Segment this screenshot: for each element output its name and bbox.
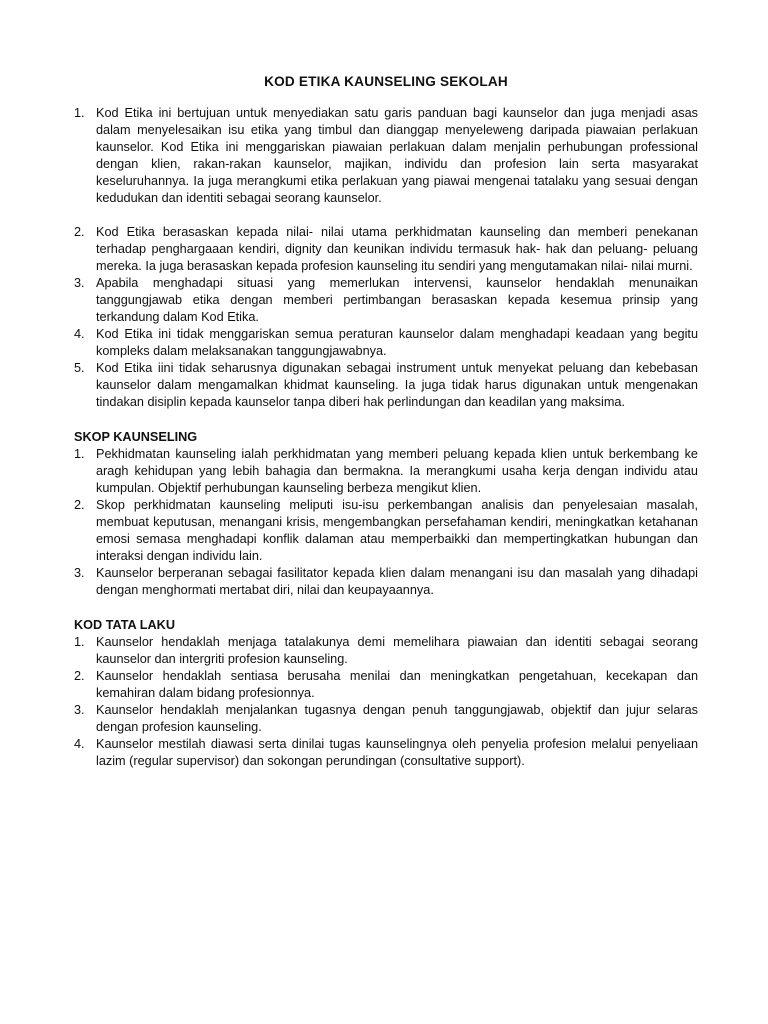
list-item [74,497,698,565]
list-item [74,275,698,326]
list-item-text: Kod Etika berasaskan kepada nilai- nilai utama perkhidmatan kaunseling dan memberi penekanan terhadap penghargaaan kendiri, dignity dan keunikan individu termasuk hak- hak dan peluang- peluang mereka. Ia juga berasaskan kepada profesion kaunseling itu sendiri yang mengutamakan nilai- nilai murni. [96,225,698,273]
skop-list [74,446,698,599]
list-item [74,736,698,770]
list-item-number: 3. [74,566,85,580]
list-item-text: Kaunselor hendaklah menjalankan tugasnya dengan penuh tanggungjawab, objektif dan jujur selaras dengan profesion kaunseling. [96,703,698,734]
list-item [74,360,698,411]
list-item [74,565,698,599]
list-item-number: 4. [74,327,85,341]
list-item-number: 1. [74,635,85,649]
list-item [74,446,698,497]
list-item [74,702,698,736]
kod-tata-laku-list [74,634,698,770]
list-item-text: Kaunselor hendaklah sentiasa berusaha menilai dan meningkatkan pengetahuan, kecekapan dan kemahiran dalam bidang profesionnya. [96,669,698,700]
list-item-number: 3. [74,276,85,290]
list-item-text: Kaunselor mestilah diawasi serta dinilai tugas kaunselingnya oleh penyelia profesion melalui penyeliaan lazim (regular supervisor) dan sokongan perundingan (consultative support). [96,737,698,768]
list-item-text: Pekhidmatan kaunseling ialah perkhidmatan yang memberi peluang kepada klien untuk berkembang ke aragh kehidupan yang lebih bahagia dan bermakna. Ia merangkumi usaha kerja dengan individu atau kumpulan. Objektif perhubungan kaunseling berbeza mengikut klien. [96,447,698,495]
list-item-text: Kod Etika ini tidak menggariskan semua peraturan kaunselor dalam menghadapi keadaan yang begitu kompleks dalam melaksanakan tanggungjawabnya. [96,327,698,358]
document-title: KOD ETIKA KAUNSELING SEKOLAH [264,74,508,89]
list-item-number: 1. [74,106,85,120]
list-item-text: Kaunselor berperanan sebagai fasilitator kepada klien dalam menangani isu dan masalah yang dihadapi dengan menghormati mertabat diri, nilai dan keupayaannya. [96,566,698,597]
list-item [74,105,698,207]
list-item [74,634,698,668]
list-item-text: Skop perkhidmatan kaunseling meliputi isu-isu perkembangan analisis dan penyelesaian masalah, membuat keputusan, menangani krisis, mengembangkan persefahaman kendiri, meningkatkan ketahanan emosi semasa menghadapi konflik dalaman atau memperbaikki dan mempertingkatkan hubungan dan interaksi dengan individu lain. [96,498,698,563]
list-item-number: 2. [74,225,85,239]
list-item-number: 1. [74,447,85,461]
list-item-number: 3. [74,703,85,717]
list-item [74,224,698,275]
list-item-text: Apabila menghadapi situasi yang memerlukan intervensi, kaunselor hendaklah menunaikan tanggungjawab etika dengan memberi pertimbangan berasaskan kepada kesemua prinsip yang terkandung dalam Kod Etika. [96,276,698,324]
list-item-number: 5. [74,361,85,375]
intro-list [74,105,698,411]
section-heading-skop: SKOP KAUNSELING [74,430,198,444]
list-item-number: 2. [74,669,85,683]
section-heading-kod-tata-laku: KOD TATA LAKU [74,618,176,632]
list-item-text: Kod Etika ini bertujuan untuk menyediakan satu garis panduan bagi kaunselor dan juga menjadi asas dalam menyelesaikan isu etika yang timbul dan dianggap menyeleweng daripada piawaian perlakuan kaunselor. Kod Etika ini menggariskan piawaian perlakuan dalam menjalin perhubungan professional dengan klien, rakan-rakan kaunselor, majikan, individu dan profesion lain serta masyarakat keseluruhannya. Ia juga merangkumi etika perlakuan yang piawai mengenai tatalaku yang sesuai dengan kedudukan dan identiti sebagai seorang kaunselor. [96,106,698,205]
list-item-text: Kod Etika iini tidak seharusnya digunakan sebagai instrument untuk menyekat peluang dan kebebasan kaunselor dalam mengamalkan khidmat kaunseling. Ia juga tidak harus digunakan untuk mengenakan tindakan disiplin kepada kaunselor tanpa diberi hak perlindungan dan keadilan yang maksima. [96,361,698,409]
list-item-number: 4. [74,737,85,751]
list-item [74,668,698,702]
list-item-number: 2. [74,498,85,512]
list-item [74,326,698,360]
list-item-text: Kaunselor hendaklah menjaga tatalakunya demi memelihara piawaian dan identiti sebagai seorang kaunselor dan intergriti profesion kaunseling. [96,635,698,666]
